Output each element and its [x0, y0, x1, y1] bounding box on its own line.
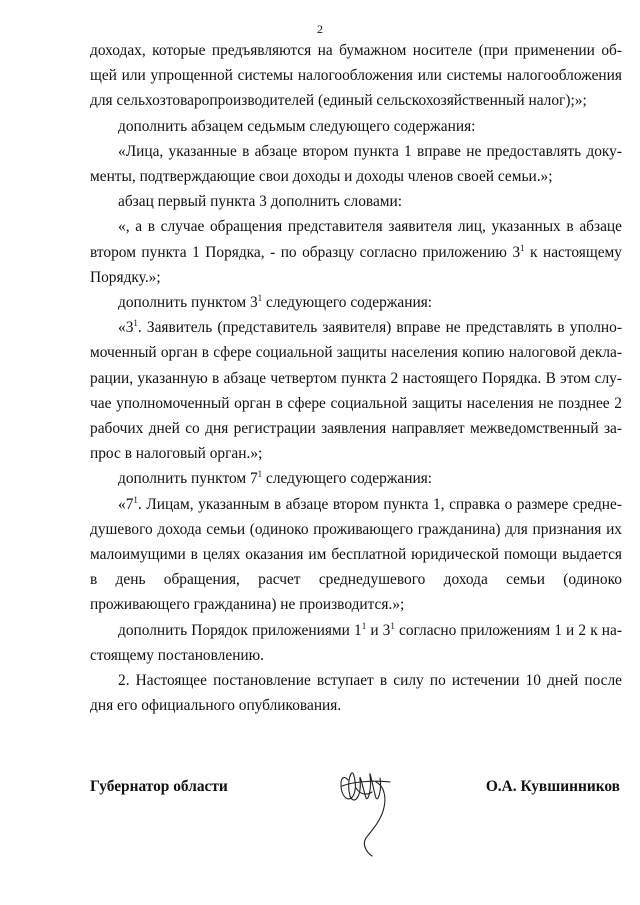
- text-run: «, а в случае обращения представителя заявителя лиц, указанных в абзаце втором пункта 1 Порядка, - по образцу согласно приложению 3: [90, 218, 622, 261]
- paragraph: [90, 214, 622, 290]
- text-run: «7: [118, 495, 134, 513]
- document-body: [90, 38, 622, 718]
- paragraph: [90, 315, 622, 466]
- superscript: 1: [133, 318, 138, 329]
- superscript: 1: [133, 494, 138, 505]
- superscript: 1: [257, 293, 263, 304]
- superscript: 1: [390, 620, 395, 631]
- paragraph: [90, 492, 622, 618]
- text-run: дополнить пунктом 7: [118, 470, 258, 488]
- text-run: к настоящему Порядку.»;: [90, 243, 622, 286]
- paragraph: доходах, которые предъявляются на бумажном носителе (при применении общей или упрощенной системы налогообложения или системы налогообложения для сельхозтоваропроизводителей (единый сельскохозяйственный налог);»;: [90, 42, 622, 110]
- paragraph: 2. Настоящее постановление вступает в силу по истечении 10 дней после дня его официального опубликования.: [90, 672, 622, 715]
- paragraph: дополнить абзацем седьмым следующего содержания:: [118, 117, 476, 135]
- paragraph: [90, 466, 622, 491]
- paragraph: [90, 618, 622, 668]
- text-run: следующего содержания:: [262, 470, 433, 488]
- handwritten-signature-icon: [332, 752, 404, 860]
- superscript: 1: [520, 242, 525, 253]
- text-run: . Лицам, указанным в абзаце втором пункта 1, справка о размере среднедушевого дохода семьи (одиноко проживающего гражданина) для признания их малоимущими в целях оказания им бесплатной юридической помощи выдается в день обращения, расчет среднедушевого дохода семьи (одиноко проживающего гражданина) не производится.»;: [90, 495, 622, 614]
- signatory-position: Губернатор области: [90, 778, 228, 795]
- text-run: дополнить Порядок приложениями 1: [118, 621, 362, 639]
- text-run: согласно приложениям 1 и 2 к настоящему постановлению.: [90, 621, 622, 664]
- text-run: . Заявитель (представитель заявителя) вправе не представлять в уполномоченный орган в сфере социальной защиты населения копию налоговой декларации, указанную в абзаце четвертом пункта 2 настоящего Порядка. В этом случае уполномоченный орган в сфере социальной защиты населения не позднее 2 рабочих дней со дня регистрации заявления направляет межведомственный запрос в налоговый орган.»;: [90, 319, 622, 463]
- text-run: дополнить пунктом 3: [118, 294, 258, 312]
- paragraph: [90, 290, 622, 315]
- page-number: 2: [317, 22, 323, 36]
- text-run: следующего содержания:: [262, 294, 433, 312]
- superscript: 1: [361, 620, 367, 631]
- text-run: «3: [118, 319, 134, 337]
- paragraph: «Лица, указанные в абзаце втором пункта 1 вправе не предоставлять документы, подтверждающие свои доходы и доходы членов своей семьи.»;: [90, 142, 622, 186]
- text-run: и 3: [366, 621, 391, 639]
- superscript: 1: [257, 469, 263, 480]
- paragraph: абзац первый пункта 3 дополнить словами:: [118, 193, 403, 211]
- signatory-name: О.А. Кувшинников: [485, 778, 620, 795]
